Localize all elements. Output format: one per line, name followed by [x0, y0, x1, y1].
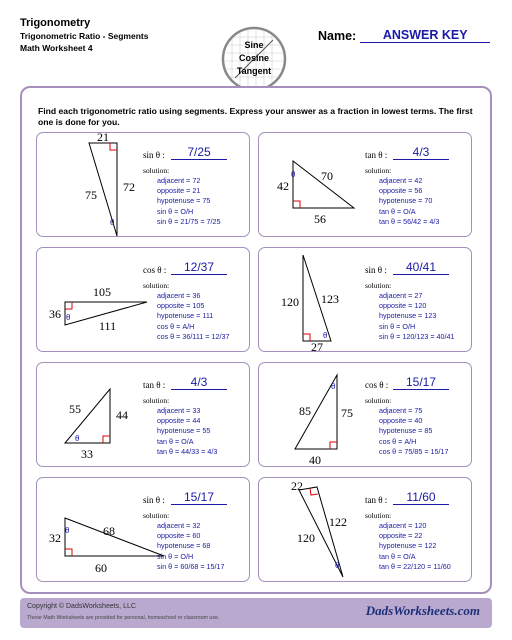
- solution-step: cos θ = 36/111 = 12/37: [157, 331, 230, 341]
- side-label-1c: 75: [85, 188, 97, 202]
- answer-value-1: 7/25: [171, 145, 227, 160]
- solution-steps-7: [157, 521, 225, 572]
- solution-step: hypotenuse = 55: [157, 426, 211, 436]
- solution-step: tan θ = O/A: [157, 436, 194, 446]
- answer-value-4: 40/41: [393, 260, 449, 275]
- solution-step: hypotenuse = 123: [379, 311, 437, 321]
- angle-label-5: θ: [75, 434, 80, 443]
- solution-steps-2: [379, 176, 439, 227]
- logo-word-tangent: Tangent: [236, 66, 272, 76]
- solution-step: sin θ = O/H: [157, 206, 194, 216]
- name-field: [318, 28, 490, 43]
- side-label-3a: 105: [93, 285, 111, 299]
- solution-step: tan θ = 44/33 = 4/3: [157, 446, 218, 456]
- problem-card-4: [258, 247, 472, 352]
- side-label-7a: 32: [49, 531, 61, 545]
- answer-value-6: 15/17: [393, 375, 449, 390]
- solution-label-7: solution:: [143, 511, 170, 520]
- side-label-2c: 56: [314, 212, 326, 226]
- page-footer: [20, 598, 492, 628]
- solution-step: opposite = 56: [379, 186, 423, 196]
- solution-steps-3: [157, 291, 229, 342]
- side-label-3c: 111: [99, 319, 117, 333]
- ratio-label-1: sin θ :: [143, 150, 165, 160]
- name-answer-key: ANSWER KEY: [360, 28, 490, 43]
- solution-step: hypotenuse = 85: [379, 426, 433, 436]
- solution-step: tan θ = O/A: [379, 551, 416, 561]
- answer-value-2: 4/3: [393, 145, 449, 160]
- answer-value-3: 12/37: [171, 260, 227, 275]
- solution-step: adjacent = 33: [157, 406, 201, 415]
- angle-label-2: θ: [291, 170, 296, 179]
- solution-step: hypotenuse = 68: [157, 541, 211, 551]
- angle-label-7: θ: [65, 526, 70, 535]
- ratio-label-6: cos θ :: [365, 380, 389, 390]
- solution-label-5: solution:: [143, 396, 170, 405]
- solution-step: hypotenuse = 122: [379, 541, 437, 551]
- problem-card-2: [258, 132, 472, 237]
- solution-label-8: solution:: [365, 511, 392, 520]
- solution-steps-6: [379, 406, 449, 457]
- sine-cosine-tangent-logo: [221, 26, 287, 92]
- solution-step: tan θ = 22/120 = 11/60: [379, 561, 451, 571]
- problem-card-5: [36, 362, 250, 467]
- angle-label-8: θ: [335, 561, 340, 570]
- side-label-7c: 60: [95, 561, 107, 575]
- solution-step: opposite = 120: [379, 301, 427, 311]
- solution-steps-1: [157, 176, 221, 227]
- side-label-7b: 68: [103, 524, 115, 538]
- side-label-2b: 70: [321, 169, 333, 183]
- problem-card-6: [258, 362, 472, 467]
- angle-label-4: θ: [323, 331, 328, 340]
- copyright-text: Copyright © DadsWorksheets, LLC: [27, 603, 136, 610]
- side-label-1a: 21: [97, 133, 109, 144]
- solution-step: opposite = 40: [379, 416, 423, 426]
- solution-step: adjacent = 72: [157, 176, 201, 185]
- solution-step: tan θ = 56/42 = 4/3: [379, 216, 440, 226]
- solution-label-4: solution:: [365, 281, 392, 290]
- ratio-label-4: sin θ :: [365, 265, 387, 275]
- solution-label-3: solution:: [143, 281, 170, 290]
- dadsworksheets-logo: DadsWorksheets.com: [365, 603, 480, 618]
- ratio-label-8: tan θ :: [365, 495, 388, 505]
- solution-step: sin θ = O/H: [379, 321, 416, 331]
- instructions: Find each trigonometric ratio using segments. Express your answer as a fraction in lowest terms. The first one is done for you.: [38, 106, 473, 127]
- solution-step: hypotenuse = 111: [157, 311, 214, 321]
- side-label-2a: 42: [277, 179, 289, 193]
- answer-value-7: 15/17: [171, 490, 227, 505]
- side-label-6c: 40: [309, 453, 321, 467]
- side-label-6a: 85: [299, 404, 311, 418]
- solution-step: sin θ = 60/68 = 15/17: [157, 561, 225, 571]
- ratio-label-2: tan θ :: [365, 150, 388, 160]
- side-label-5c: 33: [81, 447, 93, 461]
- logo-word-sine: Sine: [244, 40, 264, 50]
- side-label-8b: 122: [329, 515, 347, 529]
- solution-step: opposite = 21: [157, 186, 201, 196]
- solution-step: hypotenuse = 75: [157, 196, 211, 206]
- solution-step: adjacent = 120: [379, 521, 427, 530]
- solution-step: opposite = 44: [157, 416, 201, 426]
- ratio-label-7: sin θ :: [143, 495, 165, 505]
- problem-card-7: [36, 477, 250, 582]
- worksheet-subtitle: Trigonometric Ratio - Segments: [20, 31, 149, 41]
- solution-step: adjacent = 36: [157, 291, 201, 300]
- side-label-8a: 22: [291, 479, 303, 493]
- solution-steps-8: [379, 521, 451, 572]
- side-label-4a: 120: [281, 295, 299, 309]
- usage-note: These Math Worksheets are provided for personal, homeschool or classroom use.: [27, 615, 220, 621]
- solution-step: adjacent = 42: [379, 176, 423, 185]
- side-label-5a: 55: [69, 402, 81, 416]
- angle-label-3: θ: [66, 313, 71, 322]
- side-label-5b: 44: [116, 408, 128, 422]
- solution-label-2: solution:: [365, 166, 392, 175]
- angle-label-1: θ: [110, 218, 115, 227]
- side-label-4b: 123: [321, 292, 339, 306]
- solution-step: tan θ = O/A: [379, 206, 416, 216]
- solution-step: opposite = 60: [157, 531, 201, 541]
- solution-step: adjacent = 32: [157, 521, 201, 530]
- answer-value-8: 11/60: [393, 490, 449, 505]
- solution-step: cos θ = A/H: [157, 321, 195, 331]
- logo-word-cosine: Cosine: [238, 53, 270, 63]
- solution-step: cos θ = 75/85 = 15/17: [379, 446, 449, 456]
- solution-step: opposite = 22: [379, 531, 423, 541]
- solution-step: hypotenuse = 70: [379, 196, 433, 206]
- angle-label-6: θ: [331, 382, 336, 391]
- problem-card-1: [36, 132, 250, 237]
- worksheet-header: [20, 16, 148, 54]
- side-label-6b: 75: [341, 406, 353, 420]
- answer-value-5: 4/3: [171, 375, 227, 390]
- problem-card-3: [36, 247, 250, 352]
- solution-step: adjacent = 27: [379, 291, 423, 300]
- solution-step: sin θ = 120/123 = 40/41: [379, 331, 455, 341]
- side-label-4c: 27: [311, 340, 323, 353]
- problem-card-8: [258, 477, 472, 582]
- ratio-label-3: cos θ :: [143, 265, 167, 275]
- name-label: Name:: [318, 29, 357, 43]
- solution-step: sin θ = O/H: [157, 551, 194, 561]
- ratio-label-5: tan θ :: [143, 380, 166, 390]
- side-label-8c: 120: [297, 531, 315, 545]
- worksheet-title: Trigonometry: [20, 17, 91, 29]
- worksheet-number: Math Worksheet 4: [20, 43, 93, 53]
- solution-step: cos θ = A/H: [379, 436, 417, 446]
- solution-steps-4: [379, 291, 455, 342]
- solution-label-6: solution:: [365, 396, 392, 405]
- side-label-3b: 36: [49, 307, 61, 321]
- side-label-1b: 72: [123, 180, 135, 194]
- worksheet-frame: [20, 86, 492, 594]
- solution-step: adjacent = 75: [379, 406, 423, 415]
- solution-steps-5: [157, 406, 217, 457]
- solution-step: opposite = 105: [157, 301, 205, 311]
- solution-step: sin θ = 21/75 = 7/25: [157, 216, 221, 226]
- solution-label-1: solution:: [143, 166, 170, 175]
